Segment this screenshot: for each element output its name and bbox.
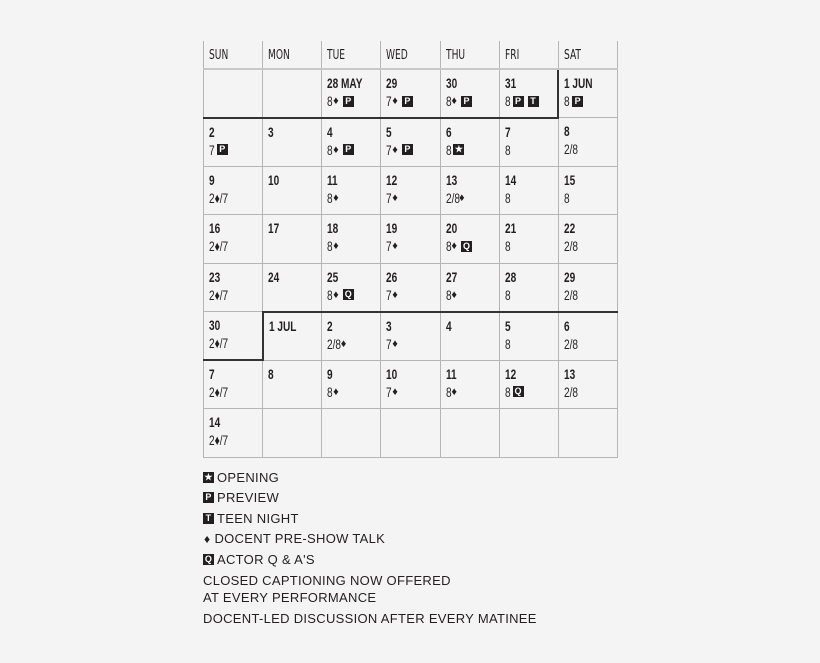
performance-times	[386, 141, 439, 159]
docent-diamond-icon: ♦	[451, 240, 457, 252]
day-number: 30	[445, 75, 457, 91]
calendar-day-cell	[263, 409, 322, 458]
performance-times	[327, 237, 380, 255]
weekday-label: SAT	[563, 48, 581, 63]
showtimes-text: 2/8	[563, 238, 578, 254]
legend-label: TEEN NIGHT	[217, 510, 299, 526]
calendar-day-cell	[440, 215, 499, 264]
legend	[203, 467, 537, 627]
performance-times	[564, 335, 617, 353]
showtimes-text: 2/8	[563, 335, 578, 352]
showtimes-text: 8	[504, 141, 511, 158]
showtimes-text: 8	[327, 141, 333, 158]
calendar-day-cell	[558, 263, 617, 312]
day-number: 22	[563, 220, 576, 236]
calendar-grid	[203, 41, 618, 458]
calendar-day-cell	[263, 312, 322, 361]
docent-diamond-icon: ♦	[333, 240, 339, 252]
day-number: 13	[445, 171, 457, 188]
day-number: 6	[563, 317, 570, 334]
day-number: 15	[563, 171, 576, 188]
preview-p-icon: P	[402, 96, 413, 107]
docent-diamond-icon: ♦	[392, 143, 398, 156]
legend-docent-talk	[203, 529, 537, 550]
calendar-day-cell	[440, 166, 499, 215]
day-number: 9	[327, 365, 333, 382]
opening-star-icon: ★	[454, 144, 463, 154]
showtimes-text: 8	[504, 238, 511, 254]
showtimes-text: 8	[504, 93, 511, 109]
calendar-day-cell	[322, 360, 381, 409]
weekday-label: THU	[445, 48, 465, 63]
day-number: 1 JUN	[564, 75, 593, 91]
calendar-day-cell	[499, 312, 558, 361]
performance-times	[505, 141, 558, 159]
calendar-day-cell	[381, 69, 440, 118]
day-number: 29	[563, 268, 576, 285]
day-number: 31	[504, 75, 516, 91]
weekday-label: MON	[268, 48, 291, 63]
calendar-week-row	[204, 69, 618, 118]
day-number: 3	[386, 317, 393, 334]
calendar-day-cell	[381, 215, 440, 264]
calendar-day-cell	[440, 263, 499, 312]
showtimes-text: 8	[445, 286, 452, 303]
performance-times	[386, 286, 439, 304]
actor-qa-q-icon: Q	[344, 289, 352, 299]
calendar-day-cell	[558, 118, 617, 167]
performance-times	[327, 92, 380, 110]
calendar-day-cell	[381, 263, 440, 312]
docent-diamond-icon: ♦	[451, 95, 457, 107]
day-number: 3	[268, 123, 274, 140]
preview-p-icon: P	[343, 96, 354, 107]
day-number: 11	[445, 365, 457, 382]
docent-diamond-icon: ♦	[392, 240, 398, 252]
showtimes-text: 2♦/7	[209, 384, 229, 400]
day-number: 13	[563, 365, 576, 382]
calendar-day-cell	[204, 118, 263, 167]
calendar-week-row	[204, 409, 618, 458]
weekday-header-thu	[440, 41, 499, 69]
performance-times	[209, 334, 262, 352]
showtimes-text: 7	[386, 141, 393, 158]
legend-label: OPENING	[217, 469, 280, 485]
day-number: 18	[327, 220, 339, 236]
calendar-day-cell	[558, 215, 617, 264]
performance-times	[505, 383, 558, 401]
docent-diamond-icon: ♦	[451, 288, 457, 301]
showtimes-text: 8	[564, 93, 570, 109]
actor-qa-q-icon: Q	[204, 553, 213, 564]
day-number: 4	[445, 317, 452, 334]
showtimes-text: 8	[327, 383, 333, 400]
performance-times	[446, 92, 499, 110]
day-number: 5	[386, 123, 393, 140]
day-number: 7	[209, 366, 215, 382]
showtimes-text: 2♦/7	[209, 238, 229, 254]
showtimes-text: 2♦/7	[209, 189, 229, 206]
performance-times	[446, 286, 499, 304]
performance-times	[327, 286, 380, 304]
performance-times	[386, 383, 439, 401]
performance-times	[209, 286, 262, 304]
calendar-week-row	[204, 312, 618, 361]
calendar-day-cell	[381, 409, 440, 458]
performance-times	[446, 141, 499, 159]
day-number: 17	[268, 220, 280, 236]
opening-star-icon: ★	[204, 471, 213, 482]
day-number: 7	[504, 123, 511, 140]
calendar-day-cell	[263, 263, 322, 312]
preview-p-icon: P	[572, 96, 583, 107]
calendar-week-row	[204, 263, 618, 312]
docent-diamond-icon: ♦	[392, 288, 398, 301]
showtimes-text: 8	[563, 189, 570, 206]
captioning-note-line1: CLOSED CAPTIONING NOW OFFERED	[203, 572, 451, 588]
calendar-day-cell	[204, 360, 263, 409]
teen-night-t-icon: T	[528, 96, 539, 107]
calendar-day-cell	[558, 360, 617, 409]
day-number: 8	[563, 123, 570, 139]
showtimes-text: 7	[386, 383, 393, 400]
showtimes-text: 2/8	[563, 286, 578, 303]
calendar-day-cell	[499, 263, 558, 312]
legend-teen-night	[203, 508, 537, 529]
day-number: 29	[386, 75, 398, 91]
weekday-header-tue	[322, 41, 381, 69]
calendar-week-row	[204, 166, 618, 215]
calendar-day-cell	[322, 69, 381, 118]
showtimes-text: 2/8	[445, 189, 460, 206]
performance-times	[564, 92, 617, 110]
day-number: 9	[209, 171, 215, 188]
docent-diamond-icon: ♦	[204, 531, 211, 546]
calendar-day-cell	[381, 312, 440, 361]
calendar-day-cell	[263, 118, 322, 167]
weekday-header-sat	[558, 41, 617, 69]
docent-diamond-icon: ♦	[451, 385, 457, 398]
day-number: 26	[386, 268, 398, 285]
calendar-day-cell	[322, 118, 381, 167]
weekday-header-row	[204, 41, 618, 69]
calendar-week-row	[204, 118, 618, 167]
calendar-day-cell	[204, 263, 263, 312]
performance-times	[327, 383, 380, 401]
day-number: 20	[445, 220, 457, 236]
day-number: 5	[504, 317, 511, 334]
calendar-day-cell	[499, 360, 558, 409]
showtimes-text: 8	[327, 189, 333, 206]
showtimes-text: 7	[386, 93, 393, 109]
captioning-note-line2: AT EVERY PERFORMANCE	[203, 589, 377, 605]
weekday-label: WED	[386, 48, 409, 63]
legend-label: DOCENT PRE-SHOW TALK	[214, 531, 386, 547]
day-number: 1 JUL	[268, 317, 297, 334]
calendar-day-cell	[322, 312, 381, 361]
calendar-day-cell	[322, 263, 381, 312]
calendar-day-cell	[499, 215, 558, 264]
performance-times	[564, 140, 617, 158]
docent-diamond-icon: ♦	[333, 95, 339, 107]
day-number: 8	[268, 365, 274, 382]
day-number: 2	[209, 123, 215, 140]
day-number: 6	[445, 123, 452, 140]
preview-p-icon: P	[461, 96, 472, 107]
calendar-day-cell	[499, 118, 558, 167]
calendar-day-cell	[558, 69, 617, 118]
showtimes-text: 8	[445, 238, 452, 254]
legend-actor-qa	[203, 549, 537, 570]
showtimes-text: 8	[504, 189, 511, 206]
performance-times	[327, 335, 380, 353]
calendar-day-cell	[204, 312, 263, 361]
calendar-day-cell	[263, 69, 322, 118]
legend-label: PREVIEW	[217, 490, 280, 506]
showtimes-text: 8	[327, 238, 333, 254]
preview-p-icon: P	[343, 144, 354, 155]
docent-diamond-icon: ♦	[392, 95, 398, 107]
calendar-week-row	[204, 215, 618, 264]
weekday-header-fri	[499, 41, 558, 69]
teen-night-t-icon: T	[203, 513, 214, 524]
legend-preview	[203, 488, 537, 509]
day-number: 10	[268, 171, 280, 188]
showtimes-text: 7	[386, 335, 393, 352]
calendar-day-cell	[440, 69, 499, 118]
docent-diamond-icon: ♦	[333, 191, 339, 204]
day-number: 28	[504, 268, 516, 285]
weekday-label: TUE	[327, 48, 346, 63]
day-number: 24	[268, 268, 280, 285]
day-number: 2	[327, 317, 333, 334]
calendar-day-cell	[263, 166, 322, 215]
docent-diamond-icon: ♦	[392, 385, 398, 398]
performance-times	[386, 92, 439, 110]
showtimes-text: 7	[386, 286, 393, 303]
day-number: 16	[209, 220, 221, 236]
calendar-day-cell	[440, 409, 499, 458]
day-number: 4	[327, 123, 333, 140]
performance-times	[564, 237, 617, 255]
calendar-day-cell	[204, 409, 263, 458]
day-number: 30	[209, 317, 221, 333]
day-number: 12	[386, 171, 398, 188]
calendar-day-cell	[204, 69, 263, 118]
calendar-day-cell	[381, 166, 440, 215]
day-number: 27	[445, 268, 457, 285]
performance-times	[446, 237, 499, 255]
calendar-week-row	[204, 360, 618, 409]
weekday-header-wed	[381, 41, 440, 69]
performance-times	[327, 189, 380, 207]
docent-diamond-icon: ♦	[340, 337, 347, 350]
calendar-day-cell	[440, 118, 499, 167]
showtimes-text: 2♦/7	[209, 335, 229, 351]
preview-p-icon: P	[402, 144, 413, 155]
performance-times	[505, 92, 558, 110]
legend-label: ACTOR Q & A'S	[217, 551, 315, 567]
showtimes-text: 8	[445, 93, 452, 109]
preview-p-icon: P	[217, 144, 228, 155]
docent-diamond-icon: ♦	[333, 385, 339, 398]
calendar-day-cell	[204, 166, 263, 215]
actor-qa-q-icon: Q	[462, 240, 470, 251]
day-number: 12	[504, 365, 516, 382]
performance-times	[209, 141, 262, 159]
legend-opening	[203, 467, 537, 488]
performance-times	[327, 141, 380, 159]
calendar-day-cell	[381, 118, 440, 167]
docent-diamond-icon: ♦	[392, 191, 398, 204]
calendar-day-cell	[322, 409, 381, 458]
showtimes-text: 8	[504, 286, 511, 303]
docent-diamond-icon: ♦	[333, 288, 339, 301]
weekday-header-mon	[263, 41, 322, 69]
performance-times	[505, 286, 558, 304]
performance-times	[386, 237, 439, 255]
calendar-day-cell	[499, 409, 558, 458]
showtimes-text: 7	[386, 189, 393, 206]
showtimes-text: 8	[445, 141, 452, 158]
showtimes-text: 2♦/7	[209, 432, 229, 448]
showtimes-text: 7	[209, 141, 215, 158]
performance-times	[209, 237, 262, 255]
day-number: 10	[386, 365, 398, 382]
calendar-day-cell	[381, 360, 440, 409]
calendar-day-cell	[558, 409, 617, 458]
day-number: 23	[209, 268, 221, 285]
calendar-day-cell	[322, 166, 381, 215]
day-number: 11	[327, 171, 338, 188]
actor-qa-q-icon: Q	[514, 386, 522, 396]
performance-times	[564, 383, 617, 401]
performance-times	[564, 286, 617, 304]
day-number: 25	[327, 268, 339, 285]
performance-calendar	[203, 41, 618, 458]
calendar-day-cell	[204, 215, 263, 264]
performance-times	[446, 189, 499, 207]
performance-times	[386, 189, 439, 207]
showtimes-text: 2♦/7	[209, 286, 229, 303]
calendar-day-cell	[263, 360, 322, 409]
showtimes-text: 8	[504, 383, 511, 400]
calendar-day-cell	[558, 312, 617, 361]
performance-times	[564, 189, 617, 207]
calendar-day-cell	[440, 312, 499, 361]
performance-times	[446, 383, 499, 401]
calendar-day-cell	[322, 215, 381, 264]
calendar-day-cell	[558, 166, 617, 215]
performance-times	[505, 189, 558, 207]
showtimes-text: 8	[327, 286, 333, 303]
calendar-day-cell	[263, 215, 322, 264]
weekday-header-sun	[204, 41, 263, 69]
day-number: 14	[209, 414, 221, 430]
day-number: 28 MAY	[327, 75, 363, 91]
weekday-label: SUN	[209, 48, 229, 63]
calendar-day-cell	[499, 166, 558, 215]
performance-times	[209, 383, 262, 401]
day-number: 19	[386, 220, 398, 236]
weekday-label: FRI	[504, 48, 519, 63]
day-number: 21	[504, 220, 516, 236]
docent-diamond-icon: ♦	[392, 337, 398, 350]
performance-times	[386, 335, 439, 353]
matinee-note: DOCENT-LED DISCUSSION AFTER EVERY MATINEE	[203, 610, 537, 626]
docent-diamond-icon: ♦	[333, 143, 339, 156]
performance-times	[209, 431, 262, 449]
preview-p-icon: P	[513, 96, 524, 107]
calendar-day-cell	[499, 69, 558, 118]
showtimes-text: 2/8	[563, 383, 578, 400]
showtimes-text: 8	[445, 383, 452, 400]
performance-times	[209, 189, 262, 207]
performance-times	[505, 237, 558, 255]
calendar-day-cell	[440, 360, 499, 409]
showtimes-text: 8	[504, 335, 511, 352]
performance-times	[505, 335, 558, 353]
docent-diamond-icon: ♦	[459, 191, 465, 204]
day-number: 14	[504, 171, 516, 188]
showtimes-text: 2/8	[563, 141, 578, 157]
showtimes-text: 2/8	[327, 335, 342, 352]
showtimes-text: 8	[327, 93, 333, 109]
preview-p-icon: P	[203, 492, 214, 503]
showtimes-text: 7	[386, 238, 393, 254]
